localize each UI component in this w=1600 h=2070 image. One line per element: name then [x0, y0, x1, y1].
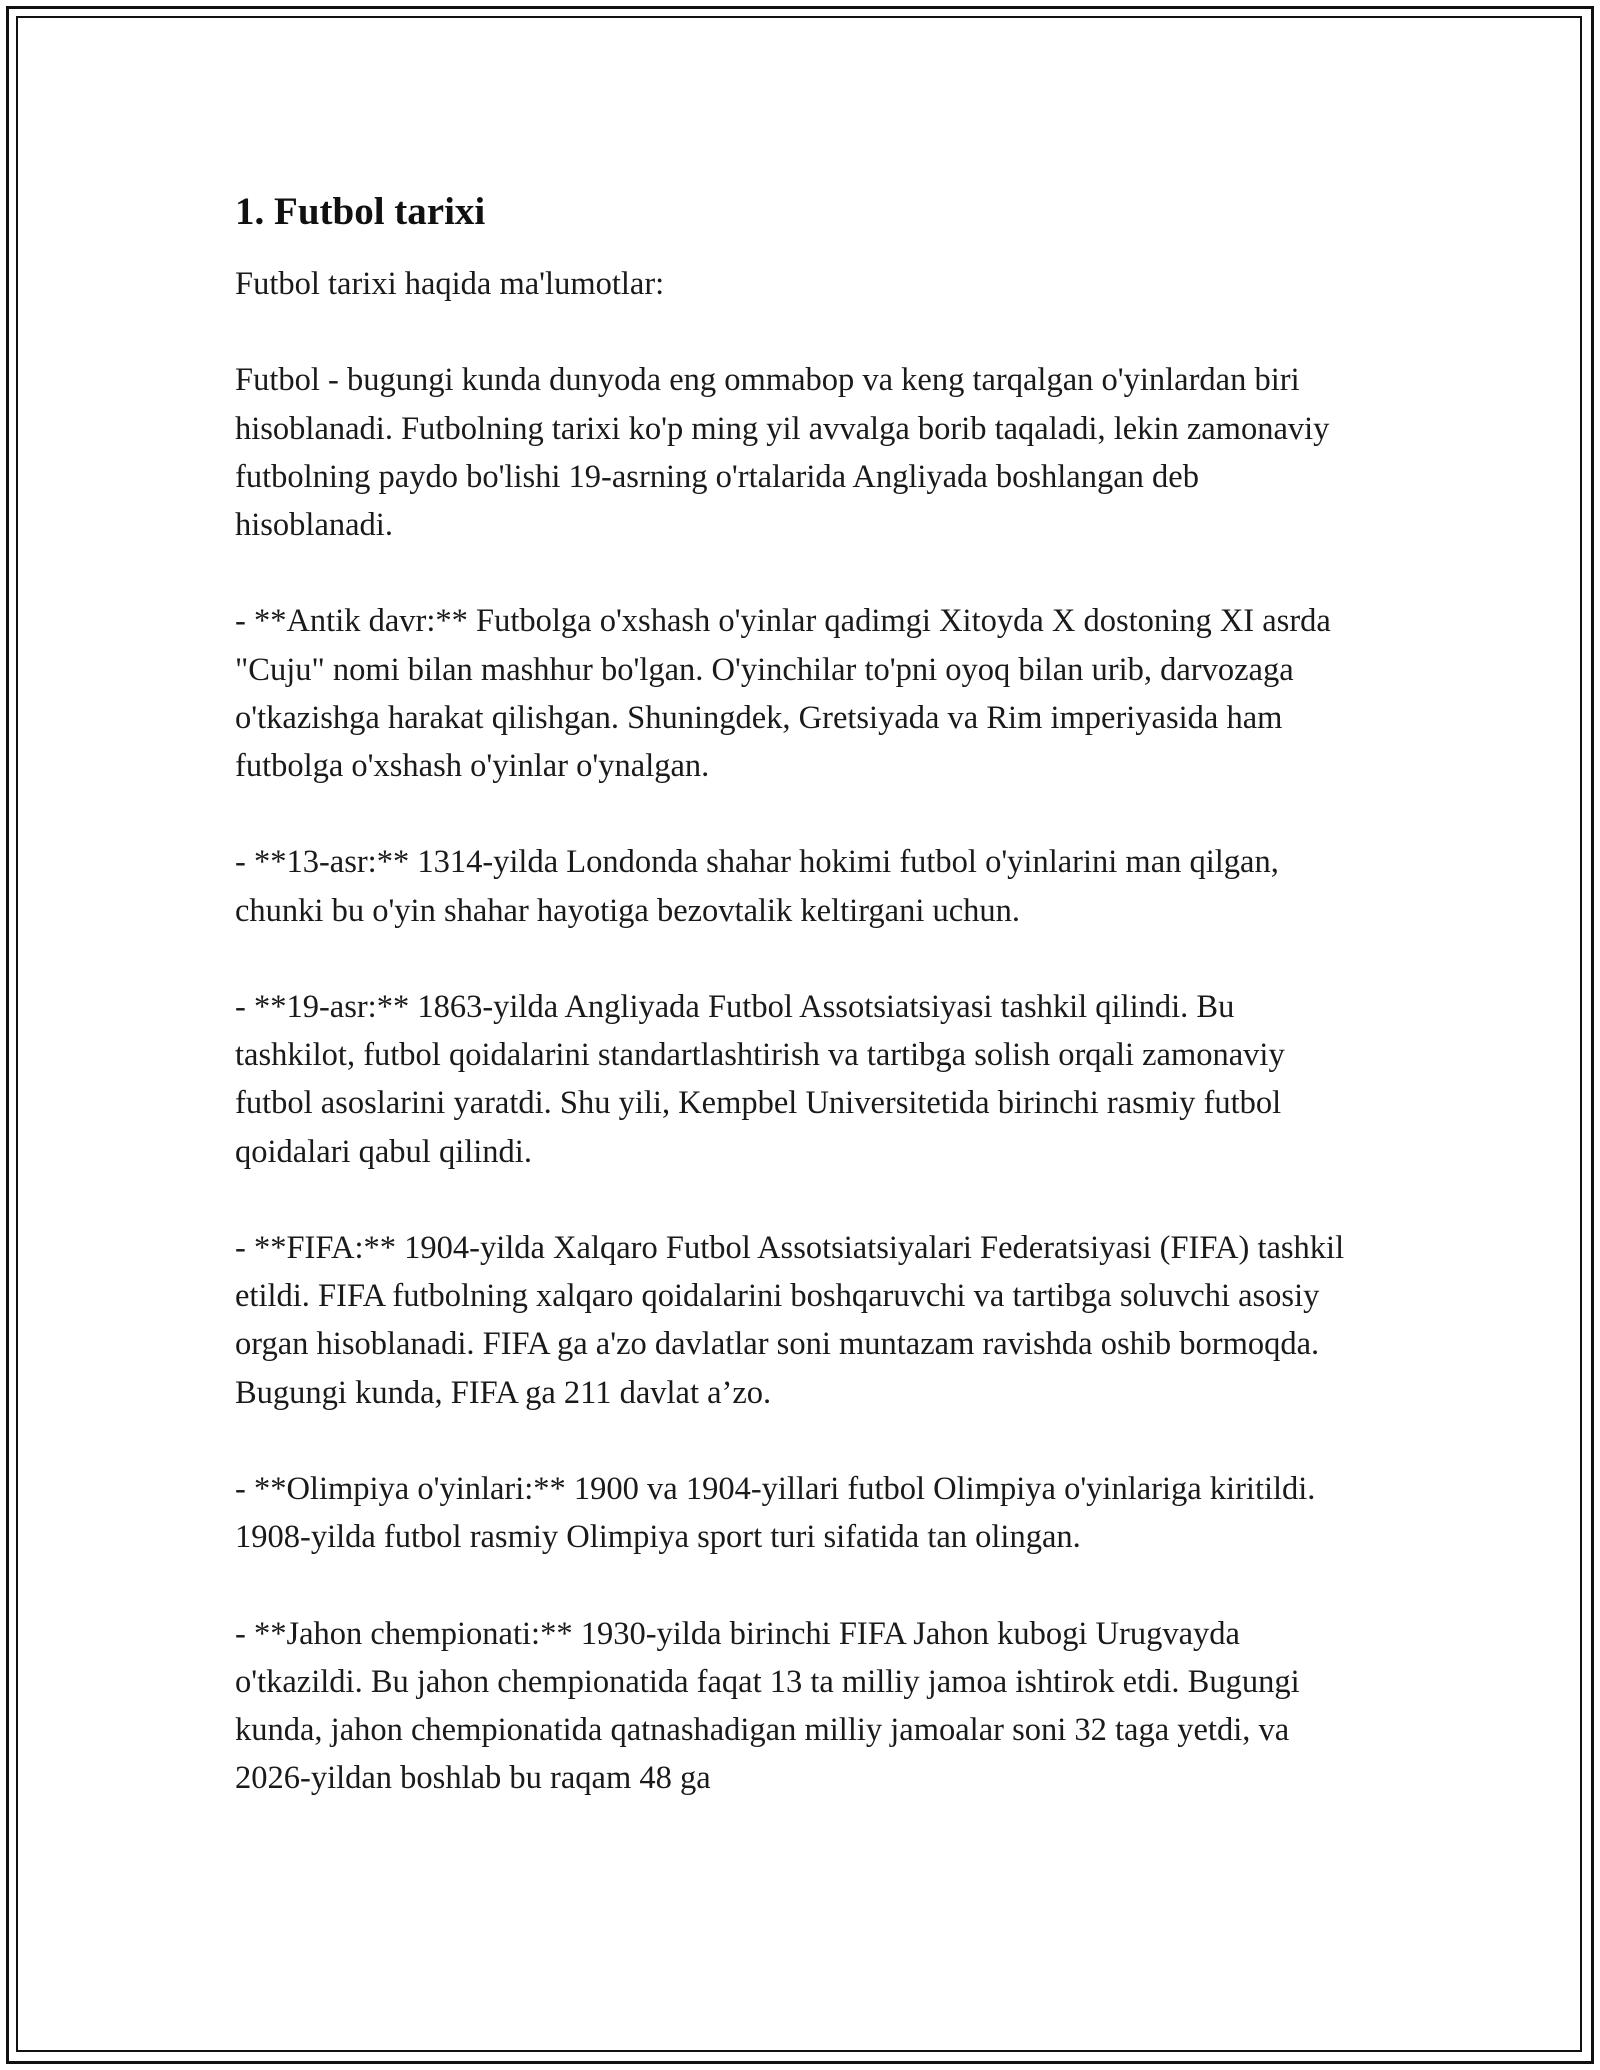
antiquity-paragraph: - **Antik davr:** Futbolga o'xshash o'yinlar qadimgi Xitoyda X dostoning XI asrda "Cuju" nomi bilan mashhur bo'lgan. O'yinchilar to'pni oyoq bilan urib, darvozaga o'tkazishga harakat qilishgan. Shuningdek, Gretsiyada va Rim imperiyasida ham futbolga o'xshash o'yinlar o'ynalgan.	[235, 603, 1331, 784]
section-heading: 1. Futbol tarixi	[235, 190, 486, 233]
intro-line: Futbol tarixi haqida ma'lumotlar:	[235, 266, 665, 302]
fifa-paragraph: - **FIFA:** 1904-yilda Xalqaro Futbol Assotsiatsiyalari Federatsiyasi (FIFA) tashkil etildi. FIFA futbolning xalqaro qoidalarini boshqaruvchi va tartibga soluvchi asosiy organ hisoblanadi. FIFA ga a'zo davlatlar soni muntazam ravishda oshib bormoqda. Bugungi kunda, FIFA ga 211 davlat a’zo.	[235, 1229, 1345, 1411]
13th-century-paragraph: - **13-asr:** 1314-yilda Londonda shahar hokimi futbol o'yinlarini man qilgan, chunki bu o'yin shahar hayotiga bezovtalik keltirgani uchun.	[235, 844, 1279, 929]
document-body	[235, 186, 1355, 1802]
world-cup-paragraph: - **Jahon chempionati:** 1930-yilda birinchi FIFA Jahon kubogi Urugvayda o'tkazildi. Bu jahon chempionatida faqat 13 ta milliy jamoa ishtirok etdi. Bugungi kunda, jahon chempionatida qatnashadigan milliy jamoalar soni 32 taga yetdi, va 2026-yildan boshlab bu raqam 48 ga	[235, 1615, 1300, 1797]
overview-paragraph: Futbol - bugungi kunda dunyoda eng ommabop va keng tarqalgan o'yinlardan biri hisoblanadi. Futbolning tarixi ko'p ming yil avvalga borib taqaladi, lekin zamonaviy futbolning paydo bo'lishi 19-asrning o'rtalarida Angliyada boshlangan deb hisoblanadi.	[235, 362, 1330, 543]
19th-century-paragraph: - **19-asr:** 1863-yilda Angliyada Futbol Assotsiatsiyasi tashkil qilindi. Bu tashkilot, futbol qoidalarini standartlashtirish va tartibga solish orqali zamonaviy futbol asoslarini yaratdi. Shu yili, Kempbel Universitetida birinchi rasmiy futbol qoidalari qabul qilindi.	[235, 988, 1285, 1170]
olympics-paragraph: - **Olimpiya o'yinlari:** 1900 va 1904-yillari futbol Olimpiya o'yinlariga kiritildi. 1908-yilda futbol rasmiy Olimpiya sport turi sifatida tan olingan.	[235, 1470, 1316, 1556]
